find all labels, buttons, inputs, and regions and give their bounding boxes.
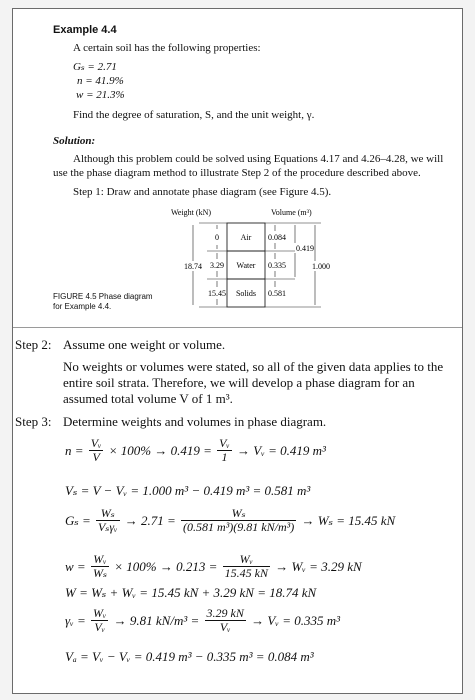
volume-air-value: 0.084 bbox=[268, 233, 286, 242]
problem-statement: Find the degree of saturation, S, and the unit weight, γ. bbox=[73, 109, 315, 121]
volume-solids-value: 0.581 bbox=[268, 289, 286, 298]
solution-paragraph-line2: use the phase diagram method to illustrate Step 2 of the procedure described above. bbox=[53, 167, 421, 179]
section-divider bbox=[13, 327, 462, 328]
step3-label: Step 3: bbox=[15, 414, 52, 429]
step2-label: Step 2: bbox=[15, 337, 52, 352]
property-n: n = 41.9% bbox=[77, 75, 124, 87]
equation-specific-gravity: Gₛ = $\frac{\text{Wₛ}}{\text{Vₛγᵥ}}$ → 2.71 = $\frac{\text{Wₛ}}{\text{(0.581 m³)(9.81 kN/m³)}}$ → Wₛ = 15.45 kN bbox=[65, 506, 396, 534]
weight-air-value: 0 bbox=[215, 233, 219, 242]
document-page bbox=[12, 8, 463, 694]
total-weight-value: 18.74 bbox=[184, 262, 202, 271]
equation-water-content: w = $\frac{\text{Wᵥ}}{\text{Wₛ}}$ × 100% → 0.213 = $\frac{\text{Wᵥ}}{15.45 kN}$ → Wᵥ = 3.29 kN bbox=[65, 552, 362, 580]
step3-text: Determine weights and volumes in phase diagram. bbox=[63, 414, 327, 429]
phase-solids-label: Solids bbox=[235, 289, 257, 298]
equation-air-volume: Vₐ = Vᵥ − Vᵥ = 0.419 m³ − 0.335 m³ = 0.084 m³ bbox=[65, 649, 314, 664]
solution-paragraph-line1: Although this problem could be solved using Equations 4.17 and 4.26–4.28, we will bbox=[73, 153, 444, 165]
phase-air-label: Air bbox=[240, 233, 252, 242]
property-gs: Gₛ = 2.71 bbox=[73, 61, 117, 73]
phase-diagram bbox=[153, 205, 353, 315]
step2-body-line2: entire soil strata. Therefore, we will develop a phase diagram for an bbox=[63, 375, 415, 390]
weight-solids-value: 15.45 bbox=[208, 289, 226, 298]
property-w: w = 21.3% bbox=[76, 89, 125, 101]
weight-header: Weight (kN) bbox=[171, 208, 212, 217]
equation-total-weight: W = Wₛ + Wᵥ = 15.45 kN + 3.29 kN = 18.74 kN bbox=[65, 585, 317, 600]
step2-body-line3: assumed total volume V of 1 m³. bbox=[63, 391, 233, 406]
equation-solid-volume: Vₛ = V − Vᵥ = 1.000 m³ − 0.419 m³ = 0.581 m³ bbox=[65, 483, 311, 498]
equation-unit-weight-water: γᵥ = $\frac{\text{Wᵥ}}{\text{Vᵥ}}$ → 9.81 kN/m³ = $\frac{3.29 kN}{\text{Vᵥ}}$ → Vᵥ = 0.335 m³ bbox=[65, 606, 341, 634]
volume-header: Volume (m³) bbox=[271, 208, 312, 217]
example-intro: A certain soil has the following properties: bbox=[73, 42, 261, 54]
equation-porosity: n = $\frac{\text{Vᵥ}}{V}$ × 100% → 0.419 = $\frac{\text{Vᵥ}}{1}$ → Vᵥ = 0.419 m³ bbox=[65, 436, 326, 464]
step2-text: Assume one weight or volume. bbox=[63, 337, 226, 352]
figure-caption-line1: FIGURE 4.5 Phase diagram bbox=[53, 292, 153, 301]
weight-water-value: 3.29 bbox=[210, 261, 224, 270]
void-volume-value: 0.419 bbox=[296, 244, 314, 253]
step2-body-line1: No weights or volumes were stated, so all of the given data applies to the bbox=[63, 359, 444, 374]
volume-water-value: 0.335 bbox=[268, 261, 286, 270]
figure-caption bbox=[53, 292, 153, 312]
solution-heading: Solution: bbox=[53, 135, 96, 147]
total-volume-value: 1.000 bbox=[312, 262, 330, 271]
figure-caption-line2: for Example 4.4. bbox=[53, 302, 112, 311]
example-title: Example 4.4 bbox=[53, 24, 117, 36]
step1-text: Step 1: Draw and annotate phase diagram (see Figure 4.5). bbox=[73, 186, 332, 198]
phase-water-label: Water bbox=[236, 261, 256, 270]
